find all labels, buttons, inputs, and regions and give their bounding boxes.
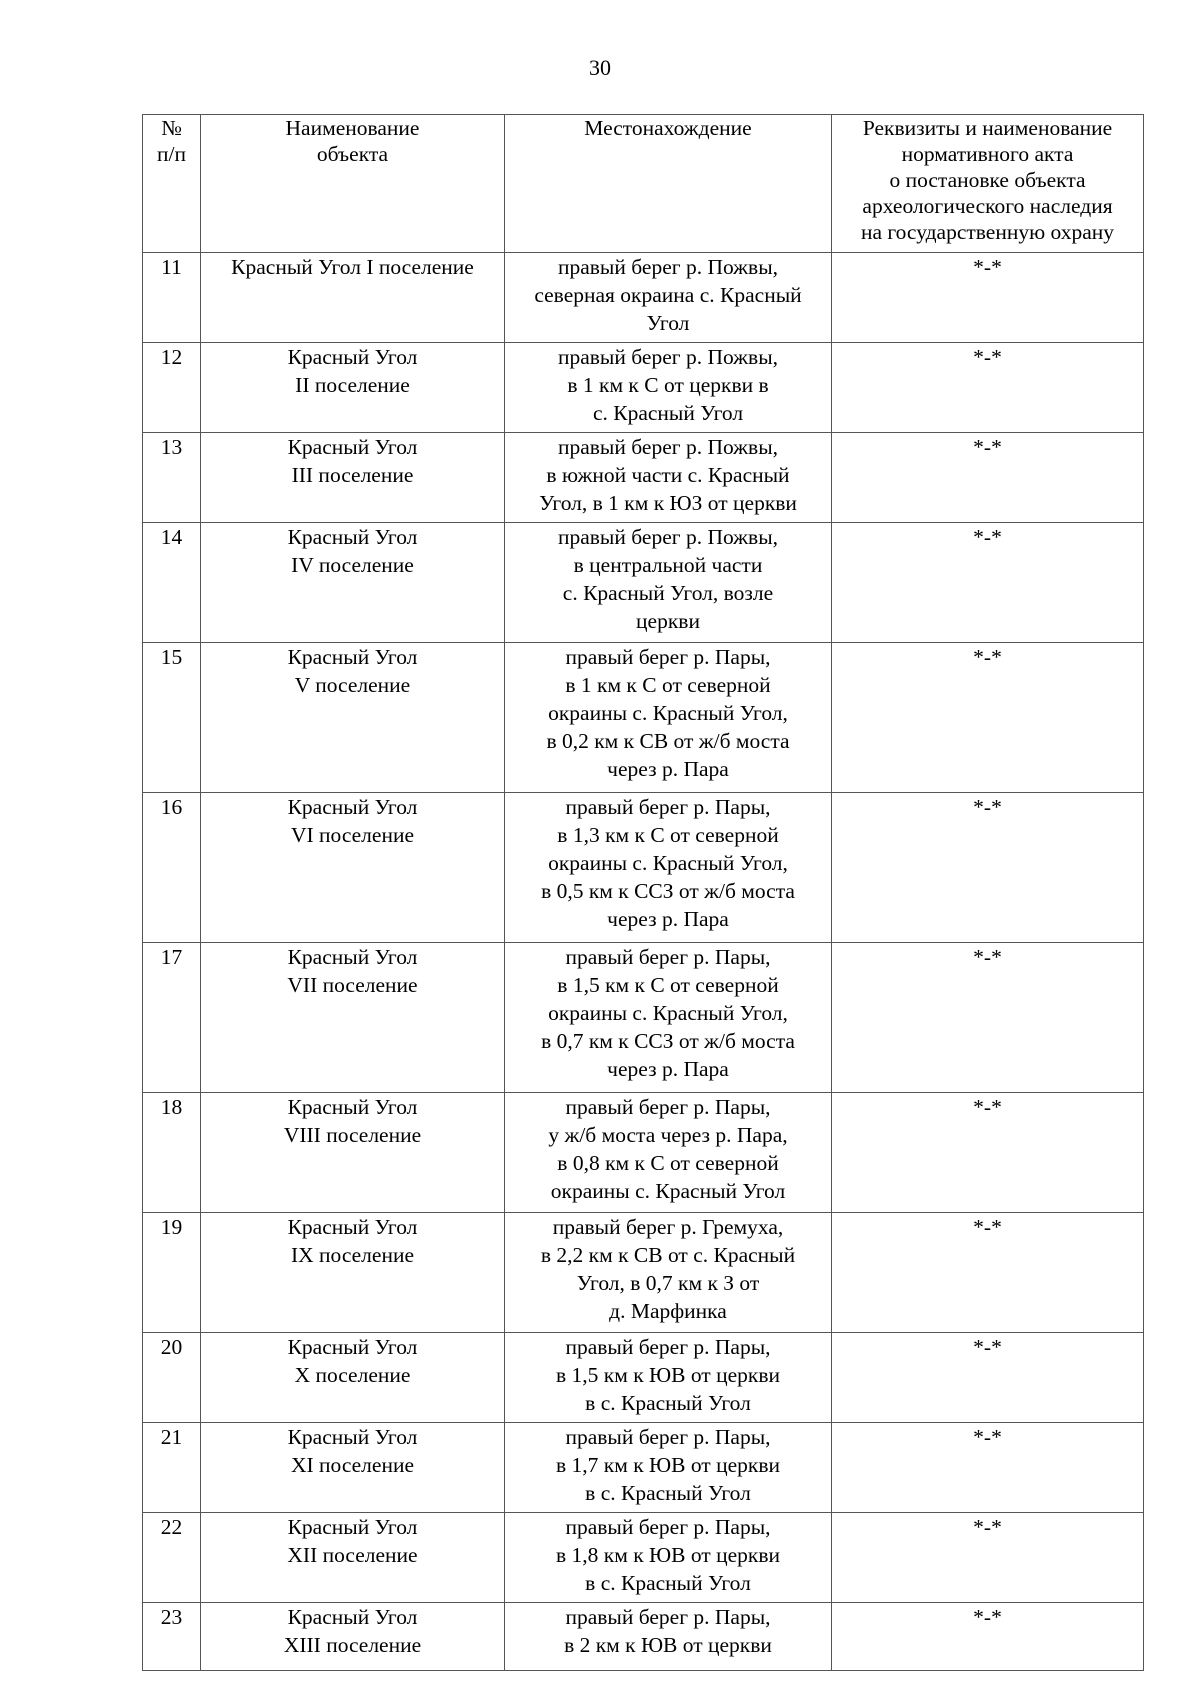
row-normative-act: *-* [832, 343, 1144, 433]
row-location: правый берег р. Пожвы, в южной части с. Красный Угол, в 1 км к ЮЗ от церкви [505, 433, 832, 523]
row-location: правый берег р. Пожвы, северная окраина с. Красный Угол [505, 253, 832, 343]
row-object-name: Красный Угол V поселение [201, 643, 505, 793]
table-row [143, 1093, 1144, 1213]
table-row [143, 1213, 1144, 1333]
table-row [143, 793, 1144, 943]
row-normative-act: *-* [832, 1603, 1144, 1671]
table-row [143, 523, 1144, 643]
row-location: правый берег р. Пары, в 1,7 км к ЮВ от церкви в с. Красный Угол [505, 1423, 832, 1513]
row-location: правый берег р. Пары, в 1 км к С от северной окраины с. Красный Угол, в 0,2 км к СВ от ж/б моста через р. Пара [505, 643, 832, 793]
row-object-name: Красный Угол VI поселение [201, 793, 505, 943]
row-location: правый берег р. Пожвы, в центральной части с. Красный Угол, возле церкви [505, 523, 832, 643]
row-number: 13 [143, 433, 201, 523]
row-location: правый берег р. Гремуха, в 2,2 км к СВ от с. Красный Угол, в 0,7 км к З от д. Марфинка [505, 1213, 832, 1333]
row-normative-act: *-* [832, 1093, 1144, 1213]
row-number: 12 [143, 343, 201, 433]
row-location: правый берег р. Пары, в 2 км к ЮВ от церкви [505, 1603, 832, 1671]
table-row [143, 643, 1144, 793]
row-number: 19 [143, 1213, 201, 1333]
row-normative-act: *-* [832, 1213, 1144, 1333]
table-row [143, 1333, 1144, 1423]
row-normative-act: *-* [832, 523, 1144, 643]
table-row [143, 1513, 1144, 1603]
row-number: 14 [143, 523, 201, 643]
row-normative-act: *-* [832, 1513, 1144, 1603]
table-row [143, 343, 1144, 433]
table-row [143, 943, 1144, 1093]
row-normative-act: *-* [832, 793, 1144, 943]
table-row [143, 253, 1144, 343]
header-normative-act: Реквизиты и наименование нормативного акта о постановке объекта археологического наследия на государственную охрану [832, 115, 1144, 253]
row-object-name: Красный Угол XII поселение [201, 1513, 505, 1603]
row-normative-act: *-* [832, 643, 1144, 793]
row-number: 20 [143, 1333, 201, 1423]
row-location: правый берег р. Пожвы, в 1 км к С от церкви в с. Красный Угол [505, 343, 832, 433]
row-object-name: Красный Угол III поселение [201, 433, 505, 523]
row-number: 15 [143, 643, 201, 793]
row-object-name: Красный Угол VII поселение [201, 943, 505, 1093]
table-row [143, 1423, 1144, 1513]
row-location: правый берег р. Пары, у ж/б моста через р. Пара, в 0,8 км к С от северной окраины с. Красный Угол [505, 1093, 832, 1213]
table-row [143, 1603, 1144, 1671]
header-location: Местонахождение [505, 115, 832, 253]
row-number: 16 [143, 793, 201, 943]
row-object-name: Красный Угол I поселение [201, 253, 505, 343]
row-normative-act: *-* [832, 1423, 1144, 1513]
row-number: 17 [143, 943, 201, 1093]
table-body [143, 253, 1144, 1671]
row-number: 22 [143, 1513, 201, 1603]
row-number: 23 [143, 1603, 201, 1671]
table-header-row [143, 115, 1144, 253]
row-number: 21 [143, 1423, 201, 1513]
row-object-name: Красный Угол II поселение [201, 343, 505, 433]
header-object-name: Наименование объекта [201, 115, 505, 253]
row-location: правый берег р. Пары, в 1,5 км к С от северной окраины с. Красный Угол, в 0,7 км к ССЗ от ж/б моста через р. Пара [505, 943, 832, 1093]
row-normative-act: *-* [832, 433, 1144, 523]
row-object-name: Красный Угол IV поселение [201, 523, 505, 643]
row-location: правый берег р. Пары, в 1,3 км к С от северной окраины с. Красный Угол, в 0,5 км к ССЗ от ж/б моста через р. Пара [505, 793, 832, 943]
page-number: 30 [589, 55, 611, 80]
row-normative-act: *-* [832, 943, 1144, 1093]
row-object-name: Красный Угол XIII поселение [201, 1603, 505, 1671]
row-number: 18 [143, 1093, 201, 1213]
row-object-name: Красный Угол XI поселение [201, 1423, 505, 1513]
table-row [143, 433, 1144, 523]
row-object-name: Красный Угол IX поселение [201, 1213, 505, 1333]
header-number: № п/п [143, 115, 201, 253]
row-normative-act: *-* [832, 1333, 1144, 1423]
row-object-name: Красный Угол VIII поселение [201, 1093, 505, 1213]
row-object-name: Красный Угол X поселение [201, 1333, 505, 1423]
archaeological-sites-table [142, 114, 1144, 1671]
row-location: правый берег р. Пары, в 1,5 км к ЮВ от церкви в с. Красный Угол [505, 1333, 832, 1423]
row-normative-act: *-* [832, 253, 1144, 343]
row-number: 11 [143, 253, 201, 343]
row-location: правый берег р. Пары, в 1,8 км к ЮВ от церкви в с. Красный Угол [505, 1513, 832, 1603]
